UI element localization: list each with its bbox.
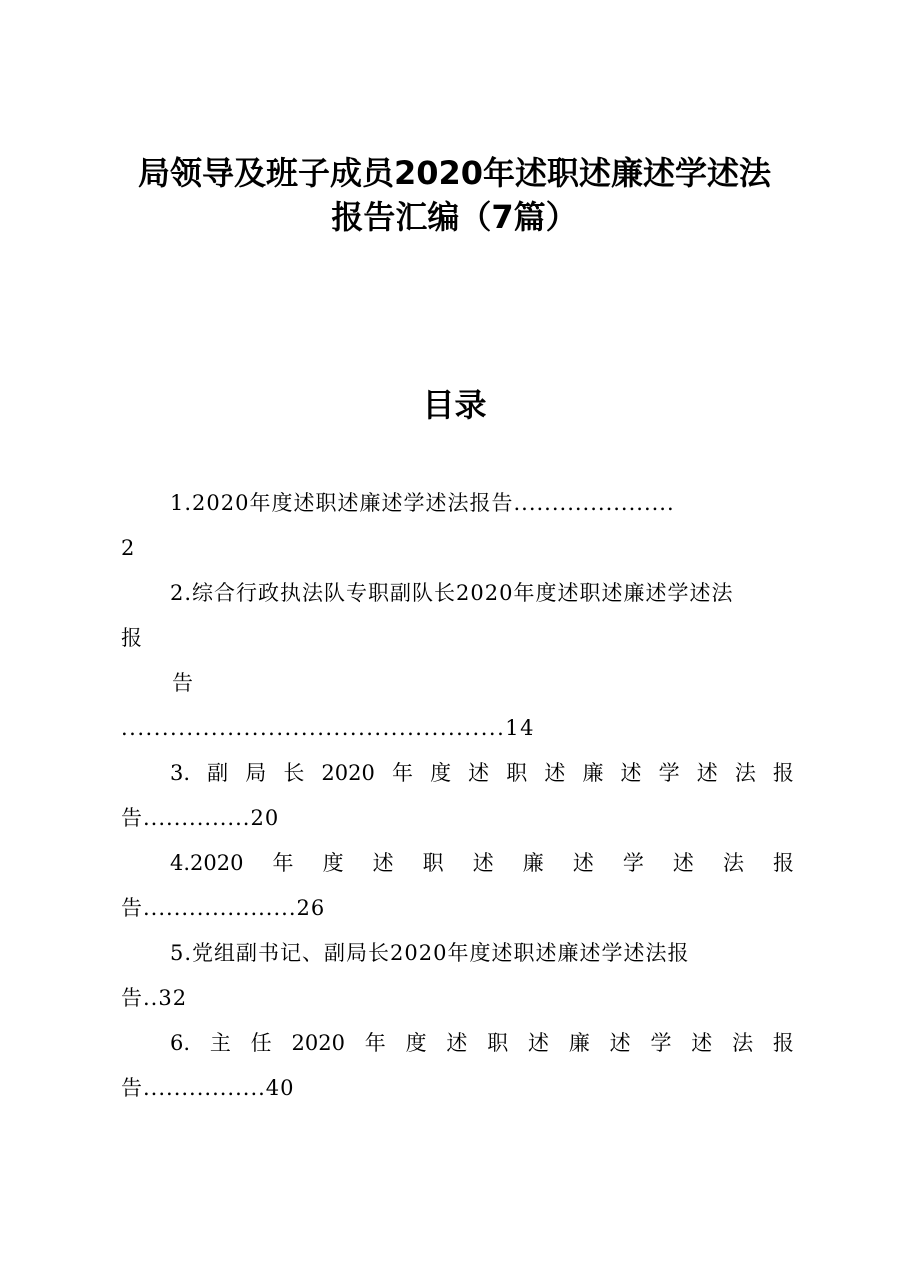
toc-word: 述	[446, 1031, 468, 1055]
toc-word: 2020	[291, 1031, 345, 1055]
toc-entry-1-page[interactable]: 2	[121, 536, 135, 560]
toc-word: 廉	[568, 1031, 590, 1055]
toc-entry-2-line-2[interactable]: 报	[121, 626, 142, 650]
toc-word: 法	[734, 761, 756, 785]
toc-word: 学	[658, 761, 680, 785]
toc-word: 述	[672, 851, 694, 875]
toc-word: 度	[430, 761, 452, 785]
toc-entry-4-line-1[interactable]	[170, 848, 794, 878]
toc-word: 职	[422, 851, 444, 875]
toc-word: 述	[468, 761, 490, 785]
toc-entry-3-line-1[interactable]	[170, 758, 794, 788]
toc-word: 法	[732, 1031, 754, 1055]
toc-word: 副	[207, 761, 229, 785]
toc-word: 职	[487, 1031, 509, 1055]
toc-entry-4-page[interactable]: 告....................26	[121, 896, 326, 920]
toc-word: 4.2020	[170, 851, 244, 875]
toc-word: 述	[528, 1031, 549, 1055]
toc-entry-2-line-1[interactable]: 2.综合行政执法队专职副队长2020年度述职述廉述学述法	[170, 581, 734, 605]
toc-entry-2-line-3[interactable]: 告	[172, 671, 193, 695]
toc-entry-5-line-1[interactable]: 5.党组副书记、副局长2020年度述职述廉述学述法报	[170, 941, 690, 965]
toc-word: 法	[722, 851, 744, 875]
toc-word: 述	[696, 761, 718, 785]
toc-word: 廉	[522, 851, 544, 875]
toc-word: 述	[609, 1031, 631, 1055]
toc-word: 报	[773, 851, 794, 875]
toc-word: 2020	[321, 761, 375, 785]
toc-entry-5-page[interactable]: 告..32	[121, 986, 188, 1010]
toc-entry-1-line-1[interactable]: 1.2020年度述职述廉述学述法报告.....................	[170, 491, 675, 515]
toc-word: 主	[209, 1031, 231, 1055]
toc-word: 年	[391, 761, 413, 785]
toc-word: 廉	[582, 761, 604, 785]
toc-word: 局	[245, 761, 267, 785]
toc-entry-3-page[interactable]: 告..............20	[121, 806, 280, 830]
toc-word: 学	[650, 1031, 672, 1055]
toc-word: 年	[364, 1031, 386, 1055]
toc-word: 长	[283, 761, 305, 785]
toc-word: 报	[772, 761, 794, 785]
document-title-line-2: 报告汇编（7篇）	[331, 198, 578, 236]
toc-word: 述	[372, 851, 394, 875]
toc-entry-2-page[interactable]: ...............................................14	[121, 716, 535, 740]
toc-word: 报	[772, 1031, 794, 1055]
toc-word: 度	[405, 1031, 427, 1055]
toc-word: 3.	[170, 761, 191, 785]
toc-word: 述	[691, 1031, 713, 1055]
toc-word: 述	[544, 761, 566, 785]
document-title-line-1: 局领导及班子成员2020年述职述廉述学述法	[137, 154, 772, 192]
toc-heading: 目录	[422, 386, 487, 424]
toc-word: 职	[506, 761, 528, 785]
toc-word: 年	[272, 851, 294, 875]
toc-entry-6-line-1[interactable]	[170, 1028, 794, 1058]
toc-entry-6-page[interactable]: 告................40	[121, 1076, 295, 1100]
toc-word: 述	[620, 761, 642, 785]
toc-word: 学	[622, 851, 644, 875]
toc-word: 述	[472, 851, 494, 875]
toc-word: 6.	[170, 1031, 191, 1055]
toc-word: 任	[250, 1031, 272, 1055]
toc-word: 度	[322, 851, 344, 875]
toc-word: 述	[572, 851, 594, 875]
